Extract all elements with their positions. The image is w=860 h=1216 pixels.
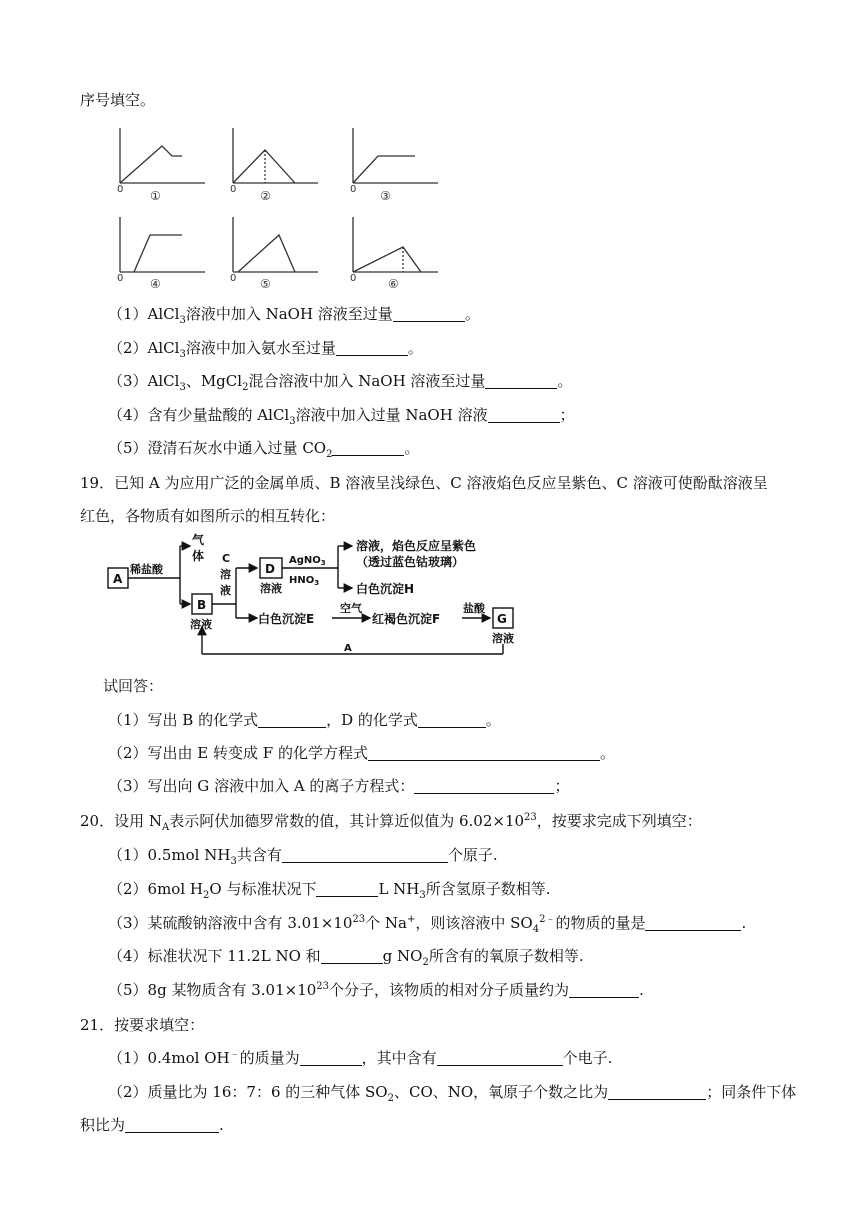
q20-heading: 20．设用 $N_A$表示阿伏加德罗常数的值，其计算近似值为 $6.02\times 10^{23}$，按要求完成下列填空： (80, 812, 702, 833)
answer-blank[interactable] (608, 1083, 706, 1100)
q19-line-1: 19．已知 A 为应用广泛的金属单质、B 溶液呈浅绿色、C 溶液焰色反应呈紫色、C 溶液可使酚酞溶液呈 (80, 474, 768, 492)
q18-item-2: （2）AlCl$_3$溶液中加入氨水至过量 。 (108, 339, 423, 360)
label-dilute-hcl: 稀盐酸 (130, 563, 163, 576)
graph-label-2: ② (260, 189, 271, 203)
q19-ask: 试回答： (103, 677, 164, 695)
label-D-solution: 溶液 (260, 582, 282, 595)
label-bottom-A: A (344, 643, 352, 654)
graph-origin-1: 0 (117, 184, 124, 195)
q19-item-3: （3）写出向 G 溶液中加入 A 的离子方程式： ； (108, 777, 570, 795)
label-D: D (265, 562, 275, 576)
reaction-flow-diagram (100, 532, 530, 660)
graph-origin-4: 0 (117, 273, 124, 284)
graph-5 (233, 217, 318, 272)
q20-item-4: （4）标准状况下 11.2L NO 和 g $NO_2$所含有的氧原子数相等. (108, 947, 584, 968)
q20-item-1: （1）0.5mol $NH_3$共含有 个原子. (108, 846, 498, 867)
label-ti: 体 (192, 549, 205, 563)
q19-item-2: （2）写出由 E 转变成 F 的化学方程式 。 (108, 744, 615, 762)
q18-item-4: （4）含有少量盐酸的 AlCl$_3$溶液中加入过量 NaOH 溶液 ； (108, 406, 575, 427)
q21-item-1: （1）0.4mol OH﹣的质量为 ，其中含有 个电子. (108, 1049, 613, 1067)
answer-blank[interactable] (368, 744, 600, 761)
answer-blank[interactable] (418, 711, 486, 728)
label-F: 红褐色沉淀F (372, 612, 441, 626)
answer-blank[interactable] (316, 880, 378, 897)
label-agno3: AgNO$_3$ (289, 555, 326, 567)
label-hno3: $HNO_3$ (289, 575, 320, 587)
answer-blank[interactable] (125, 1116, 219, 1133)
label-top-solution: 溶液，焰色反应呈紫色 (356, 539, 477, 553)
q21-heading: 21．按要求填空： (80, 1016, 205, 1034)
graph-label-1: ① (150, 189, 161, 203)
graph-origin-3: 0 (350, 184, 357, 195)
answer-blank[interactable] (437, 1049, 563, 1066)
q20-item-5: （5）8g 某物质含有 $3.01\times 10^{23}$个分子，该物质的相对分子质量约为 . (108, 981, 644, 999)
q18-item-3: （3）AlCl$_3$、MgCl$_2$混合溶液中加入 NaOH 溶液至过量 。 (108, 372, 573, 393)
label-E: 白色沉淀E (258, 612, 315, 626)
answer-blank[interactable] (332, 439, 404, 456)
graph-origin-5: 0 (230, 273, 237, 284)
answer-blank[interactable] (393, 305, 465, 322)
label-G-solution: 溶液 (492, 632, 514, 645)
answer-blank[interactable] (569, 981, 639, 998)
q18-item-1: （1）AlCl$_3$溶液中加入 NaOH 溶液至过量 。 (108, 305, 480, 326)
q21-item-2-cont: 积比为 . (80, 1116, 224, 1134)
answer-blank[interactable] (414, 777, 554, 794)
q18-item-5: （5）澄清石灰水中通入过量 $CO_2$ 。 (108, 439, 420, 460)
graph-2 (233, 128, 318, 183)
q20-item-3: （3）某硫酸钠溶液中含有 $3.01\times 10^{23}$个 Na+，则该溶液中 $SO_4^{2﹣}$的物质的量是 . (108, 914, 747, 935)
answer-blank[interactable] (321, 947, 383, 964)
label-cobalt-glass: （透过蓝色钴玻璃） (356, 555, 465, 569)
graph-origin-2: 0 (230, 184, 237, 195)
graph-label-3: ③ (380, 189, 391, 203)
q21-item-2: （2）质量比为 16：7：6 的三种气体 $SO_2$、CO、NO，氧原子个数之比为 ；同条件下体 (108, 1083, 797, 1104)
label-B-solution: 溶液 (190, 618, 212, 631)
answer-blank[interactable] (488, 406, 560, 423)
answer-blank[interactable] (485, 372, 557, 389)
answer-blank[interactable] (282, 846, 448, 863)
graph-label-6: ⑥ (388, 277, 399, 291)
answer-blank[interactable] (645, 914, 741, 931)
label-C: C (222, 552, 231, 565)
graph-4 (120, 217, 205, 272)
label-air: 空气 (340, 602, 362, 615)
graph-grid (108, 120, 448, 295)
graph-label-5: ⑤ (260, 277, 271, 291)
graph-6 (353, 217, 438, 272)
label-hcl: 盐酸 (463, 602, 485, 615)
q19-line-2: 红色，各物质有如图所示的相互转化： (80, 507, 336, 525)
graph-origin-6: 0 (350, 273, 357, 284)
graph-3 (353, 128, 438, 183)
graph-1 (120, 128, 205, 183)
intro-text: 序号填空。 (80, 91, 156, 109)
label-A: A (113, 572, 123, 586)
label-ye: 液 (220, 584, 231, 597)
q20-item-2: （2）6mol $H_2O$ 与标准状况下 L $NH_3$所含氢原子数相等. (108, 880, 551, 901)
label-H: 白色沉淀H (356, 582, 415, 596)
answer-blank[interactable] (300, 1049, 362, 1066)
graph-label-4: ④ (150, 277, 161, 291)
label-rong: 溶 (220, 568, 231, 581)
answer-blank[interactable] (258, 711, 326, 728)
label-G: G (497, 612, 507, 626)
label-B: B (197, 598, 207, 612)
q19-item-1: （1）写出 B 的化学式 ，D 的化学式 。 (108, 711, 501, 729)
answer-blank[interactable] (336, 339, 408, 356)
label-qi: 气 (192, 533, 205, 547)
